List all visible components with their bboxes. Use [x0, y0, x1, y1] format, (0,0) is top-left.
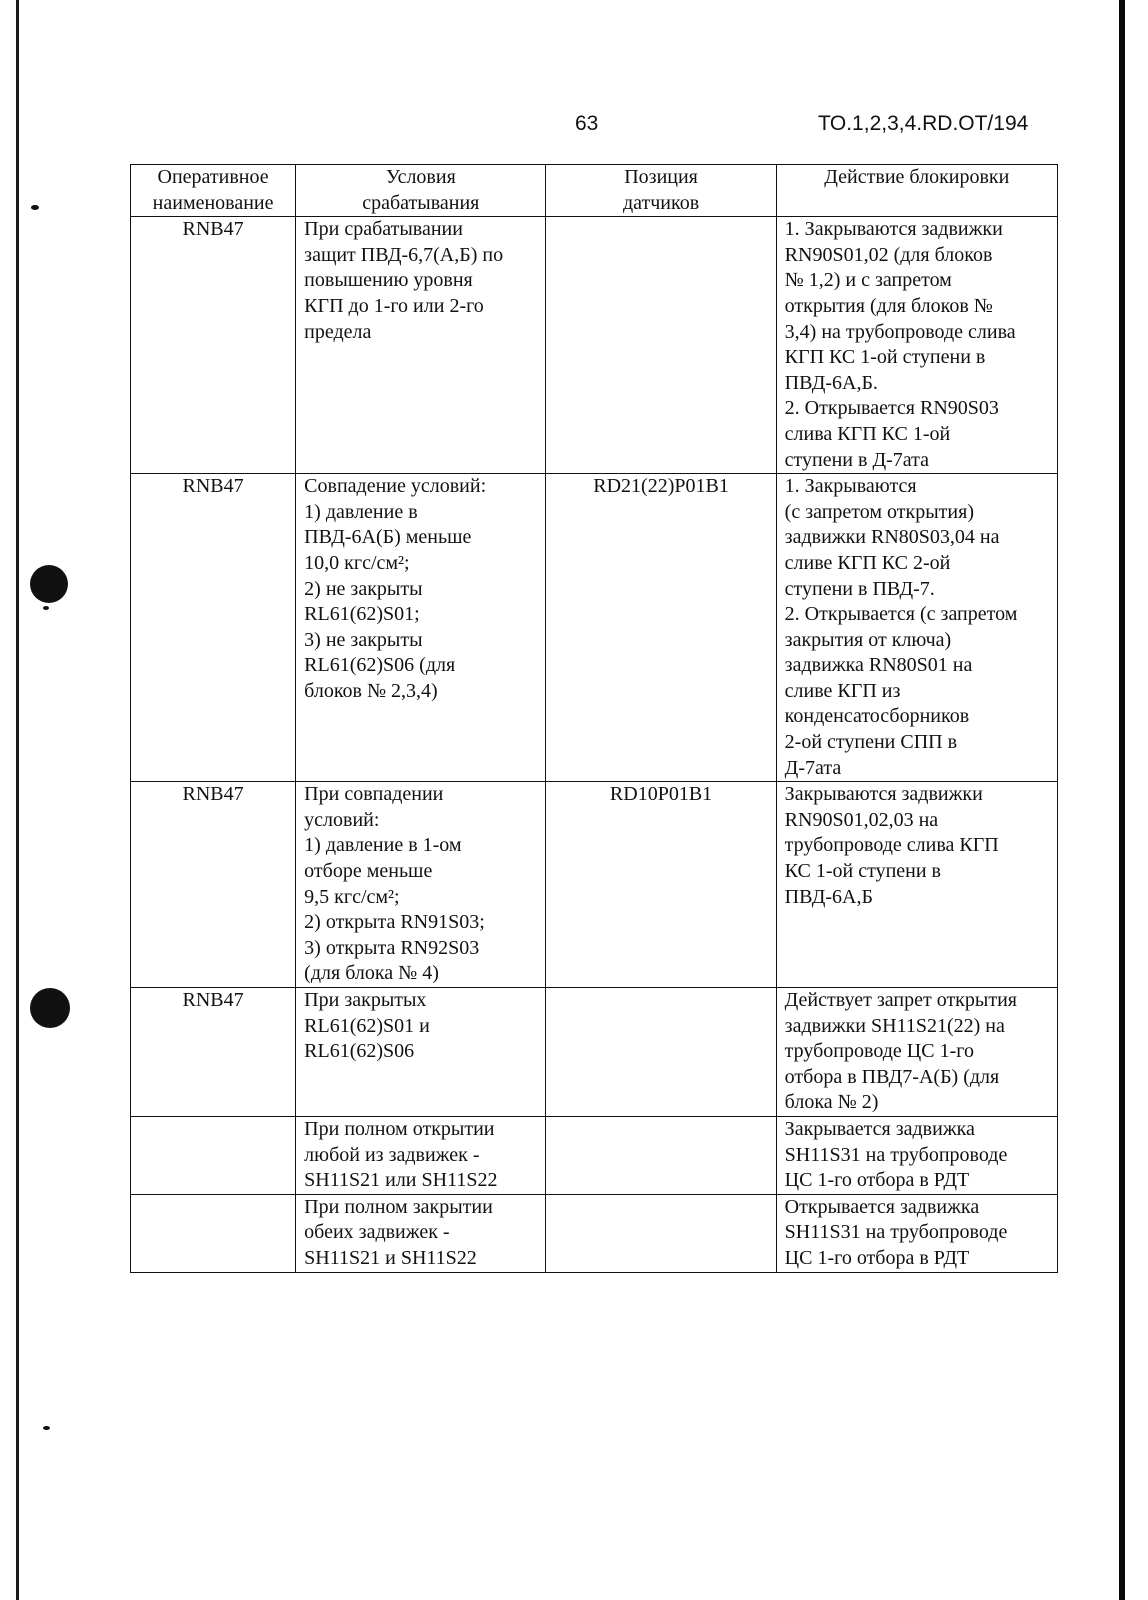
table-row	[131, 988, 1058, 1117]
scan-left-edge	[16, 0, 19, 1600]
column-header-action	[776, 165, 1057, 217]
scan-speck	[43, 1426, 50, 1430]
text-line: трубопроводе ЦС 1-го	[784, 1040, 974, 1063]
text-line: Условия	[385, 166, 456, 188]
text-line: 2. Открывается RN90S03	[784, 397, 999, 420]
text-line: КГП КС 1-ой ступени в	[784, 346, 986, 369]
text-line: RN90S01,02 (для блоков	[784, 243, 993, 266]
text-line: КГП до 1-го или 2-го	[304, 294, 484, 317]
text-line: RL61(62)S01;	[304, 603, 420, 626]
text-line: наименование	[152, 191, 274, 214]
text-line: RL61(62)S06	[304, 1040, 415, 1063]
table-row	[131, 1116, 1058, 1194]
text-line: ПВД-6А,Б	[784, 885, 873, 908]
text-line: 10,0 кгс/см²;	[304, 551, 410, 574]
table-row	[131, 474, 1058, 782]
text-line: № 1,2) и с запретом	[784, 269, 952, 292]
text-line: Действует запрет открытия	[784, 989, 1017, 1011]
page-number: 63	[575, 112, 599, 135]
table-row	[131, 217, 1058, 474]
text-line: Совпадение условий:	[304, 475, 487, 498]
cell-sensors	[546, 1194, 776, 1272]
text-line: задвижка RN80S01 на	[784, 654, 973, 677]
scan-right-edge	[1119, 0, 1125, 1600]
text-line: Закрываются задвижки	[784, 783, 983, 806]
cell-action	[776, 782, 1057, 988]
cell-name: RNB47	[131, 988, 296, 1117]
text-line: задвижки SH11S21(22) на	[784, 1014, 1005, 1037]
cell-sensors: RD10P01B1	[546, 782, 776, 988]
cell-action	[776, 1116, 1057, 1194]
text-line: трубопроводе слива КГП	[784, 834, 999, 857]
text-line: ПВД-6А(Б) меньше	[304, 526, 472, 549]
cell-name	[131, 1116, 296, 1194]
text-line: При срабатывании	[304, 218, 463, 241]
cell-conditions	[296, 217, 546, 474]
text-line: SH11S31 на трубопроводе	[784, 1143, 1008, 1166]
text-line: срабатывания	[362, 191, 480, 214]
cell-sensors	[546, 217, 776, 474]
cell-sensors	[546, 988, 776, 1117]
text-line: 1) давление в 1-ом	[304, 834, 462, 857]
text-line: При полном открытии	[304, 1117, 495, 1140]
text-line: задвижки RN80S03,04 на	[784, 526, 1000, 549]
text-line: слива КГП КС 1-ой	[784, 422, 951, 445]
text-line: 2. Открывается (с запретом	[784, 603, 1018, 626]
text-line: Закрывается задвижка	[784, 1117, 975, 1140]
scan-speck	[31, 205, 39, 210]
cell-action	[776, 217, 1057, 474]
text-line: любой из задвижек -	[304, 1143, 480, 1166]
cell-action	[776, 474, 1057, 782]
text-line: SH11S21 и SH11S22	[304, 1246, 477, 1269]
text-line: При полном закрытии	[304, 1195, 493, 1218]
text-line: Действие блокировки	[824, 166, 1010, 188]
cell-sensors	[546, 1116, 776, 1194]
text-line: 2) не закрыты	[304, 577, 423, 600]
column-header-conditions	[296, 165, 546, 217]
text-line: открытия (для блоков №	[784, 294, 993, 317]
cell-conditions	[296, 782, 546, 988]
text-line: При закрытых	[304, 989, 427, 1011]
text-line: предела	[304, 320, 372, 343]
text-line: сливе КГП КС 2-ой	[784, 551, 951, 574]
text-line: повышению уровня	[304, 269, 473, 292]
table-header-row	[131, 165, 1058, 217]
text-line: закрытия от ключа)	[784, 628, 952, 651]
cell-conditions	[296, 988, 546, 1117]
cell-action	[776, 988, 1057, 1117]
text-line: ЦС 1-го отбора в РДТ	[784, 1169, 970, 1192]
text-line: RL61(62)S01 и	[304, 1014, 430, 1037]
text-line: (с запретом открытия)	[784, 500, 974, 523]
text-line: обеих задвижек -	[304, 1221, 450, 1244]
cell-action	[776, 1194, 1057, 1272]
column-header-name	[131, 165, 296, 217]
text-line: 2-ой ступени СПП в	[784, 731, 958, 754]
cell-conditions	[296, 1116, 546, 1194]
scan-speck	[43, 606, 49, 610]
text-line: (для блока № 4)	[304, 962, 439, 985]
blocking-table	[130, 164, 1058, 1273]
text-line: 3) открыта RN92S03	[304, 936, 480, 959]
text-line: блоков № 2,3,4)	[304, 679, 438, 702]
punch-hole-mark	[30, 988, 70, 1028]
text-line: условий:	[304, 808, 380, 831]
text-line: сливе КГП из	[784, 679, 901, 702]
punch-hole-mark	[30, 565, 68, 603]
text-line: 3,4) на трубопроводе слива	[784, 320, 1016, 343]
text-line: Открывается задвижка	[784, 1195, 980, 1218]
text-line: При совпадении	[304, 783, 444, 806]
text-line: датчиков	[622, 191, 700, 214]
text-line: защит ПВД-6,7(А,Б) по	[304, 243, 504, 266]
text-line: 1. Закрываются	[784, 475, 917, 498]
text-line: SH11S31 на трубопроводе	[784, 1221, 1008, 1244]
document-code: ТО.1,2,3,4.RD.OT/194	[818, 112, 1029, 135]
cell-name: RNB47	[131, 782, 296, 988]
text-line: отборе меньше	[304, 860, 433, 883]
text-line: конденсатосборников	[784, 705, 970, 728]
table-row	[131, 1194, 1058, 1272]
cell-name: RNB47	[131, 474, 296, 782]
text-line: отбора в ПВД7-А(Б) (для	[784, 1065, 1000, 1088]
text-line: ступени в Д-7ата	[784, 448, 929, 471]
cell-name: RNB47	[131, 217, 296, 474]
text-line: SH11S21 или SH11S22	[304, 1169, 498, 1192]
text-line: 9,5 кгс/см²;	[304, 885, 400, 908]
text-line: КС 1-ой ступени в	[784, 860, 941, 883]
text-line: 3) не закрыты	[304, 628, 423, 651]
text-line: ЦС 1-го отбора в РДТ	[784, 1246, 970, 1269]
text-line: RL61(62)S06 (для	[304, 654, 456, 677]
table-row	[131, 782, 1058, 988]
cell-name	[131, 1194, 296, 1272]
text-line: ПВД-6А,Б.	[784, 371, 878, 394]
column-header-sensors	[546, 165, 776, 217]
text-line: блока № 2)	[784, 1091, 879, 1114]
cell-conditions	[296, 474, 546, 782]
text-line: ступени в ПВД-7.	[784, 577, 935, 600]
text-line: 1. Закрываются задвижки	[784, 218, 1003, 241]
text-line: Позиция	[624, 166, 698, 188]
cell-conditions	[296, 1194, 546, 1272]
text-line: Д-7ата	[784, 756, 842, 779]
cell-sensors: RD21(22)P01B1	[546, 474, 776, 782]
text-line: Оперативное	[157, 166, 269, 188]
text-line: 1) давление в	[304, 500, 418, 523]
text-line: RN90S01,02,03 на	[784, 808, 939, 831]
text-line: 2) открыта RN91S03;	[304, 911, 485, 934]
